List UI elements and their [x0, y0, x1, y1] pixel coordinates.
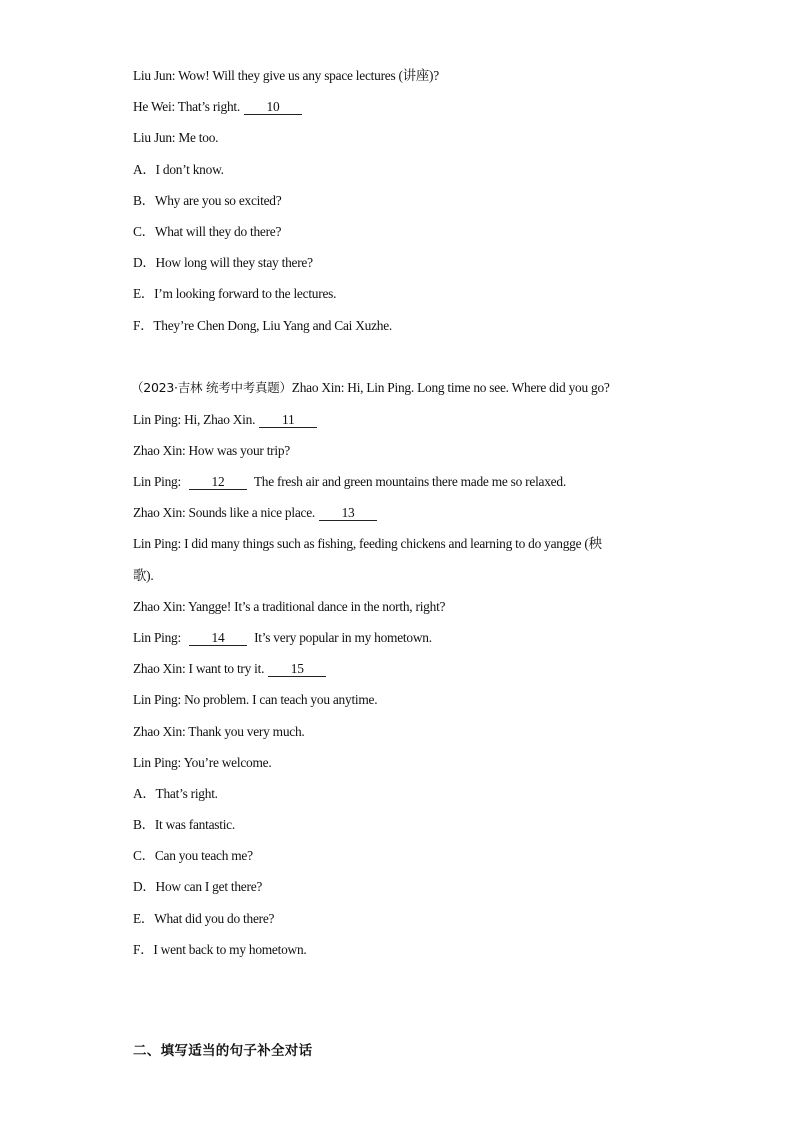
source-tag: （2023·吉林 统考中考真题） [131, 380, 292, 396]
dialogue-line: Liu Jun: Me too. [133, 130, 219, 146]
dialogue-line: Lin Ping: 14 It’s very popular in my hometown. [133, 629, 432, 645]
option-e: E．I’m looking forward to the lectures. [133, 286, 337, 302]
dialogue-line: Liu Jun: Wow! Will they give us any space lectures (讲座)? [133, 68, 439, 83]
option-a: A．That’s right. [133, 785, 218, 801]
dialogue-line: He Wei: That’s right. 10 [133, 97, 693, 128]
answer-blank-10[interactable]: 10 [244, 99, 302, 115]
option-b: B．It was fantastic. [133, 817, 235, 833]
dialogue-line: Zhao Xin: Sounds like a nice place. 13 [133, 503, 693, 534]
dialogue-line: Zhao Xin: Thank you very much. [133, 723, 305, 739]
answer-blank-13[interactable]: 13 [319, 505, 377, 521]
option-f: F．I went back to my hometown. [133, 941, 307, 957]
option-b: B．Why are you so excited? [133, 192, 282, 208]
answer-blank-12[interactable]: 12 [189, 474, 247, 490]
answer-blank-11[interactable]: 11 [259, 412, 317, 428]
option-f: F．They’re Chen Dong, Liu Yang and Cai Xuzhe. [133, 317, 393, 333]
answer-blank-15[interactable]: 15 [268, 661, 326, 677]
answer-blank-14[interactable]: 14 [189, 630, 247, 646]
dialogue-line: Lin Ping: You’re welcome. [133, 754, 272, 770]
question-intro: （2023·吉林 统考中考真题）Zhao Xin: Hi, Lin Ping. Long time no see. Where did you go? [131, 380, 610, 396]
dialogue-line: Lin Ping: I did many things such as fishing, feeding chickens and learning to do yangge (秧 [133, 536, 602, 552]
option-c: C．What will they do there? [133, 223, 282, 239]
option-c: C．Can you teach me? [133, 848, 253, 864]
dialogue-line: Zhao Xin: Yangge! It’s a traditional dance in the north, right? [133, 598, 446, 614]
worksheet-page [133, 66, 693, 971]
dialogue-line-cont: 歌). [133, 567, 154, 583]
dialogue-line: Zhao Xin: I want to try it. 15 [133, 659, 693, 690]
dialogue-line: Zhao Xin: How was your trip? [133, 442, 291, 458]
option-e: E．What did you do there? [133, 910, 275, 926]
section-heading: 二、填写适当的句子补全对话 [133, 1043, 313, 1059]
option-a: A．I don’t know. [133, 161, 224, 177]
dialogue-line: Lin Ping: 12 The fresh air and green mountains there made me so relaxed. [133, 474, 566, 490]
option-d: D．How can I get there? [133, 879, 263, 895]
option-d: D．How long will they stay there? [133, 255, 313, 271]
dialogue-line: Lin Ping: No problem. I can teach you anytime. [133, 692, 378, 708]
dialogue-line: Lin Ping: Hi, Zhao Xin. 11 [133, 410, 693, 441]
